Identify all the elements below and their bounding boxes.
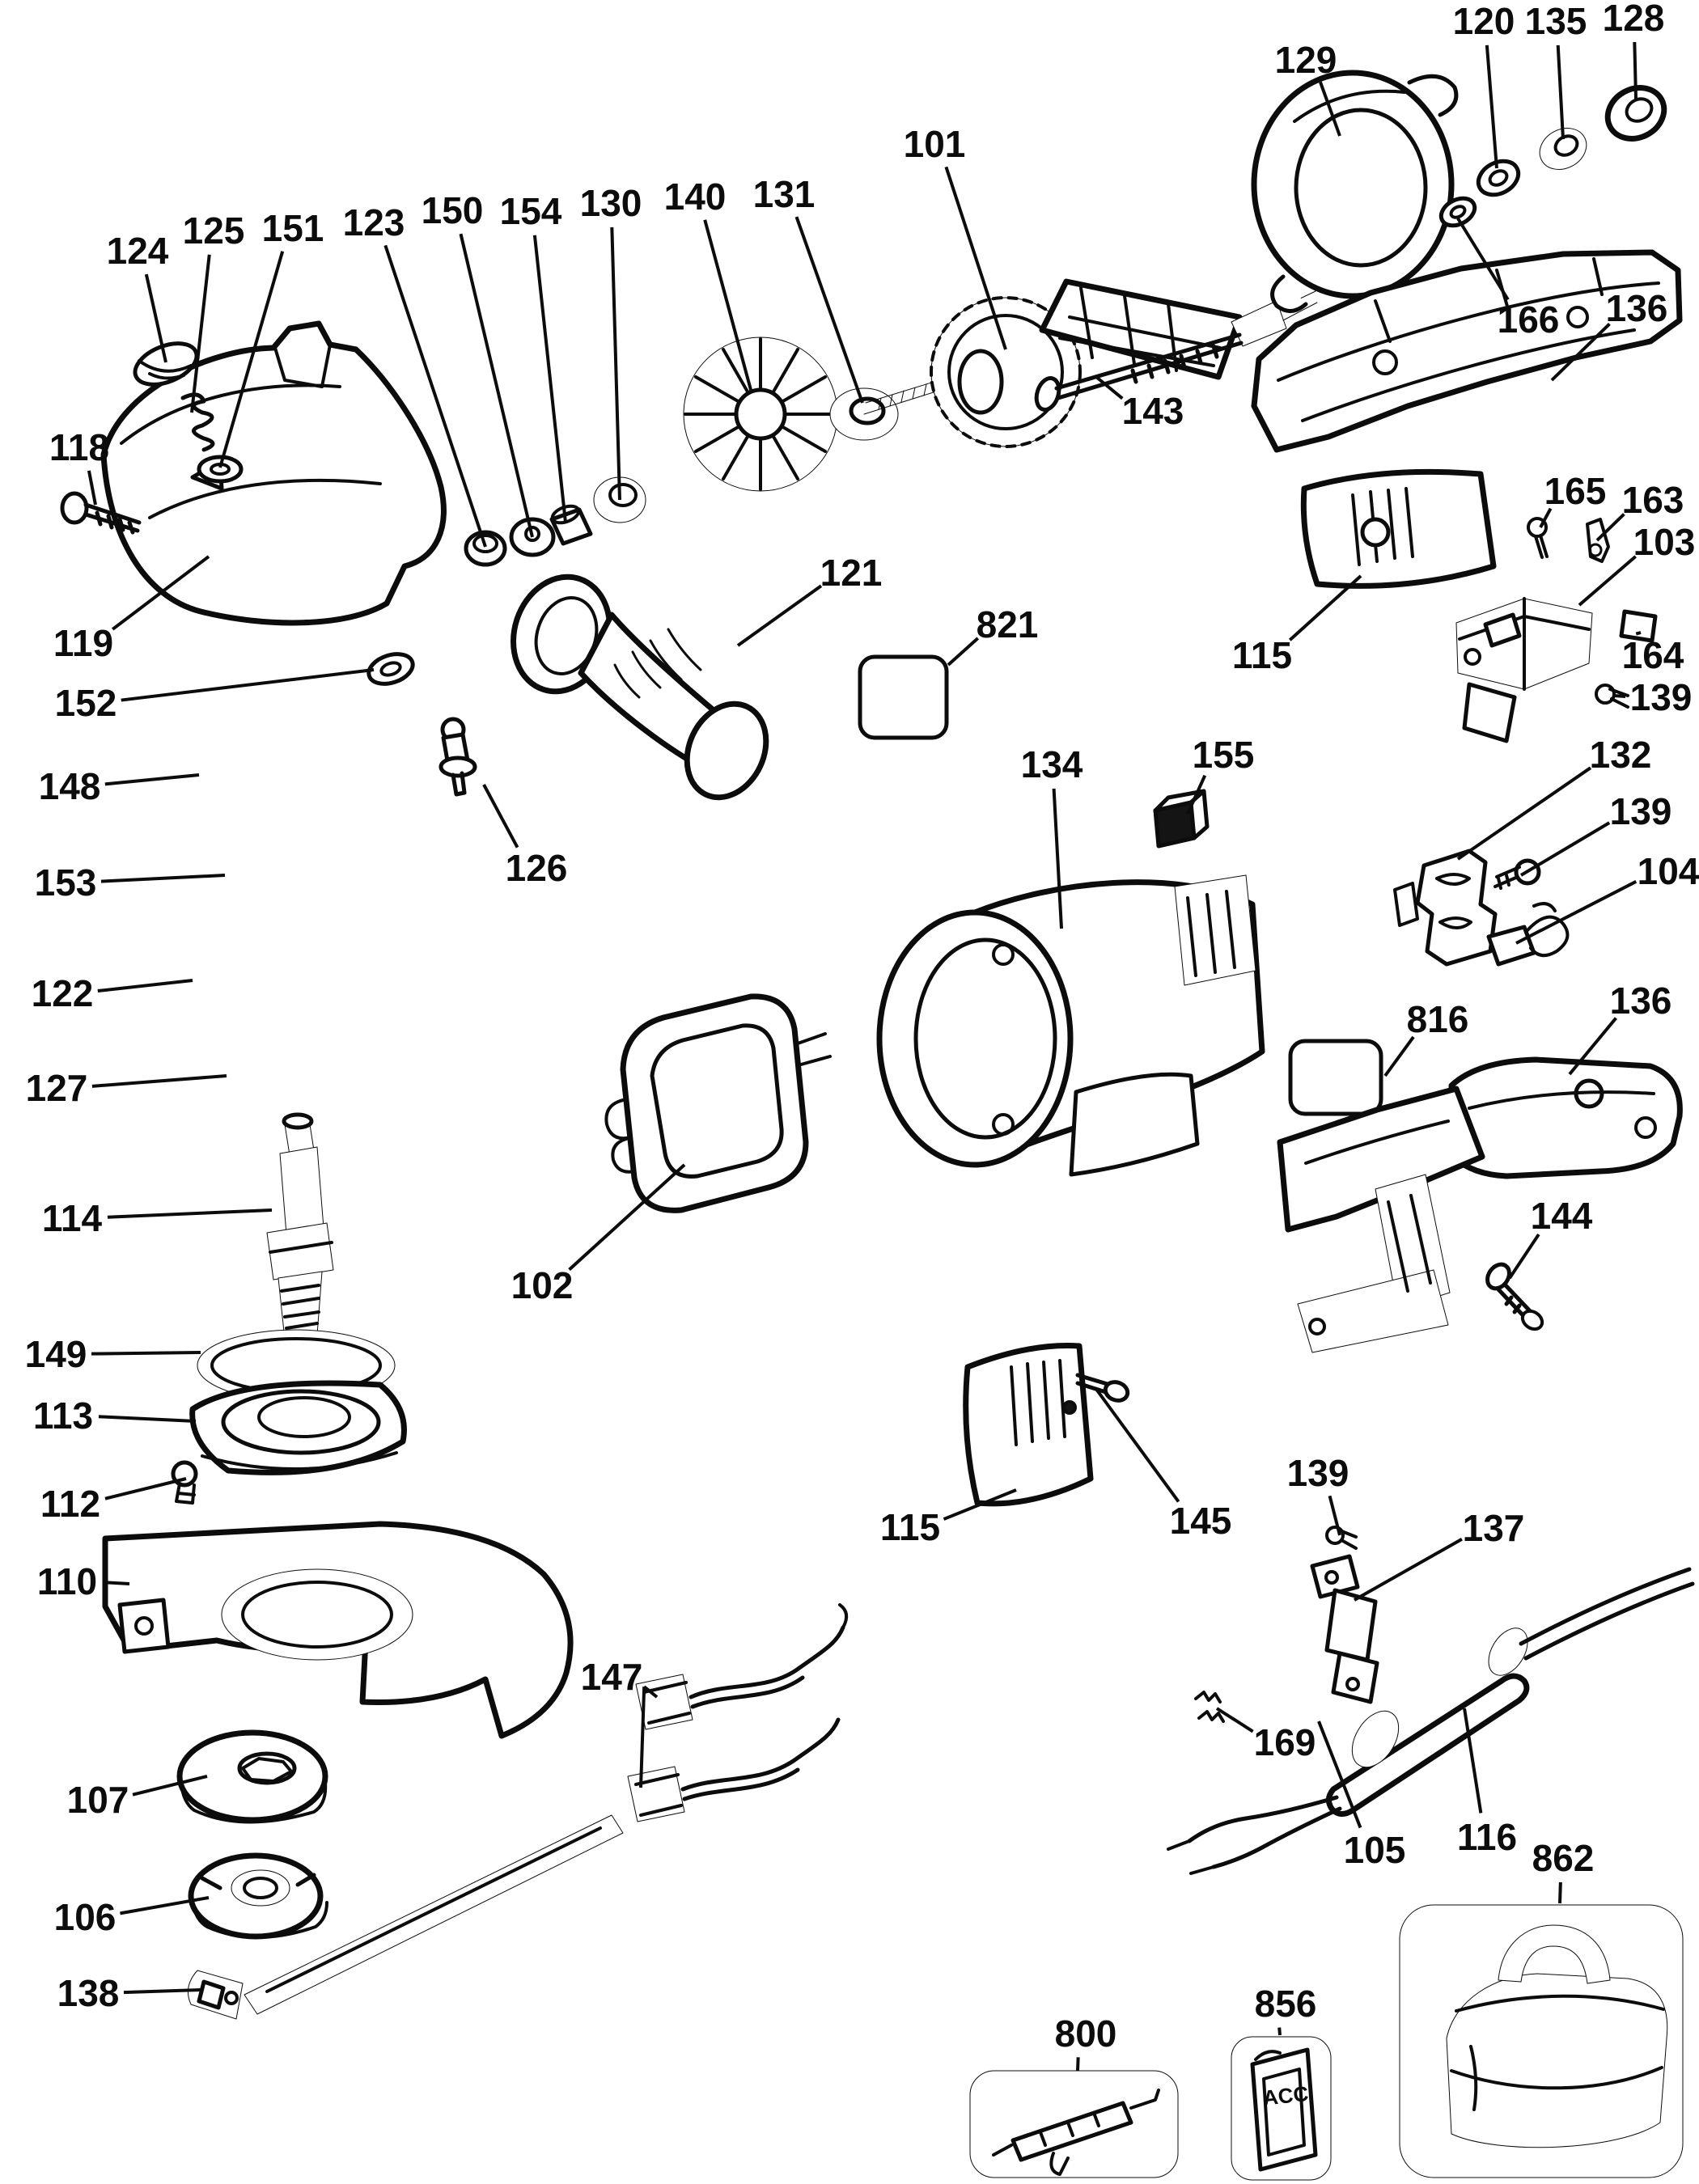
part-label-856-accessory-card: 856: [1254, 1983, 1317, 2025]
part-132-brush-holder: [1395, 851, 1495, 964]
part-label-165-screw: 165: [1544, 470, 1607, 513]
part-169-staples: [1196, 1692, 1223, 1721]
part-114-spindle: [267, 1115, 333, 1340]
leader-line-862: [1560, 1882, 1561, 1903]
leader-line-137: [1354, 1539, 1462, 1600]
leader-line-149: [91, 1352, 201, 1354]
leader-line-144: [1510, 1234, 1539, 1278]
part-label-169-staple: 169: [1253, 1721, 1316, 1764]
part-label-105-cord-protector: 105: [1343, 1829, 1406, 1872]
part-label-130-ring: 130: [579, 182, 642, 225]
leader-line-139: [1521, 823, 1609, 875]
part-862-kit-bag: [1400, 1905, 1683, 2178]
part-label-129-bearing-housing: 129: [1274, 39, 1337, 82]
part-label-137-cord-clamp: 137: [1462, 1507, 1525, 1550]
part-label-118-screw: 118: [49, 426, 110, 469]
part-label-135-ring: 135: [1524, 0, 1587, 43]
part-856-accessory-card: [1231, 2037, 1331, 2180]
part-label-139-screw: 139: [1286, 1452, 1349, 1495]
part-120-washer: [1472, 154, 1524, 201]
part-label-103-switch: 103: [1633, 521, 1696, 564]
leader-line-104: [1516, 882, 1636, 943]
part-165-screw: [1528, 518, 1547, 557]
leader-line-135: [1558, 45, 1563, 139]
part-label-119-gear-case: 119: [53, 622, 114, 665]
part-label-120-washer: 120: [1452, 0, 1515, 43]
part-137-cord-clamp: [1312, 1556, 1377, 1702]
part-105-cord-wires: [1168, 1797, 1340, 1873]
part-155-isolator-block: [1155, 791, 1207, 846]
leader-line-103: [1579, 557, 1636, 605]
part-label-145-screw: 145: [1169, 1500, 1232, 1543]
part-label-153-ring: 153: [34, 861, 97, 904]
part-103-switch: [1456, 599, 1592, 741]
part-label-131-washer: 131: [752, 173, 816, 216]
part-label-164-label-chip: 164: [1621, 634, 1684, 677]
part-115-brush-cover-upper: [1303, 472, 1494, 586]
leader-line-127: [92, 1076, 227, 1086]
part-label-862-kit-bag: 862: [1532, 1837, 1595, 1880]
leader-line-110: [103, 1582, 129, 1584]
part-label-134-motor-housing: 134: [1020, 743, 1083, 786]
leader-line-154: [535, 235, 566, 523]
leader-line-114: [108, 1210, 272, 1217]
leader-line-152: [121, 670, 374, 700]
part-label-126-spindle-lock-pin: 126: [505, 847, 568, 890]
part-116-cord: [1328, 1569, 1693, 1814]
part-label-107-backing-flange: 107: [66, 1779, 129, 1822]
part-label-143-screw: 143: [1121, 390, 1184, 433]
leader-line-128: [1634, 42, 1636, 99]
part-label-139-screw: 139: [1629, 676, 1693, 719]
part-151-washer: [199, 457, 241, 481]
leader-line-130: [612, 227, 620, 500]
part-110-wheel-guard: [105, 1524, 570, 1736]
part-label-112-screw: 112: [40, 1483, 101, 1526]
part-154-sleeve: [550, 503, 591, 544]
part-102-field: [606, 997, 830, 1210]
part-label-152-washer: 152: [54, 682, 117, 725]
part-label-115-brush-cover: 115: [1231, 634, 1293, 677]
part-label-128-bearing: 128: [1602, 0, 1665, 40]
part-126-spindle-lock-pin: [441, 719, 475, 794]
part-label-121-side-handle: 121: [820, 552, 883, 595]
leader-line-112: [105, 1479, 186, 1499]
part-label-101-armature: 101: [903, 123, 966, 166]
leader-line-821: [948, 638, 978, 665]
part-104-brush: [1489, 904, 1567, 964]
part-label-124-cap: 124: [106, 230, 169, 273]
leader-line-153: [101, 875, 225, 882]
part-123-nut: [466, 532, 505, 565]
part-label-816-nameplate-label: 816: [1406, 998, 1469, 1041]
leader-line-126: [484, 785, 518, 848]
part-label-116-cord: 116: [1456, 1816, 1518, 1859]
part-label-150-pinion-gear: 150: [421, 189, 484, 232]
part-label-144-screw: 144: [1530, 1195, 1593, 1238]
part-113-flange: [193, 1383, 405, 1472]
part-115-brush-cover-lower: [966, 1346, 1091, 1504]
part-147-brush-springs: [628, 1605, 846, 1822]
part-140-fan: [684, 337, 837, 491]
part-139-screw-lower: [1327, 1527, 1356, 1548]
leader-line-120: [1487, 45, 1497, 168]
part-label-127-bearing: 127: [25, 1067, 88, 1110]
part-106-clamp-nut: [191, 1856, 327, 1937]
part-label-147-brush-spring: 147: [580, 1656, 643, 1699]
leader-line-118: [89, 471, 95, 505]
part-label-115-brush-cover: 115: [879, 1506, 941, 1549]
leader-line-122: [98, 980, 193, 991]
part-label-166-washer: 166: [1497, 298, 1560, 341]
leader-line-121: [738, 586, 821, 645]
part-label-140-fan: 140: [663, 176, 727, 218]
part-label-136-handle-half: 136: [1605, 287, 1668, 330]
part-label-132-brush-holder: 132: [1589, 734, 1652, 777]
leader-line-816: [1385, 1037, 1413, 1076]
part-label-800-lubricant-kit: 800: [1054, 2013, 1117, 2055]
part-label-155-isolator-block: 155: [1192, 734, 1255, 777]
part-label-138-spanner-wrench: 138: [57, 1972, 120, 2015]
leader-line-145: [1095, 1388, 1179, 1501]
part-139-screw-mid: [1495, 861, 1539, 888]
leader-line-102: [570, 1165, 684, 1270]
part-label-125-spring: 125: [182, 210, 245, 252]
leader-line-150: [460, 234, 532, 537]
leader-line-113: [99, 1416, 196, 1421]
part-label-123-nut: 123: [342, 201, 405, 244]
part-101-armature: [864, 281, 1317, 447]
part-label-139-screw: 139: [1609, 790, 1672, 833]
part-112-screw: [173, 1462, 196, 1503]
callout-box-821: [860, 657, 947, 738]
part-label-148-crown-gear: 148: [38, 765, 101, 808]
part-134-motor-housing: [879, 875, 1262, 1175]
part-label-110-wheel-guard: 110: [36, 1560, 98, 1603]
part-label-154-spacer-sleeve: 154: [499, 190, 562, 233]
part-label-151-washer: 151: [261, 207, 324, 250]
part-label-106-clamp-nut: 106: [53, 1896, 117, 1939]
part-label-821-warning-label: 821: [976, 603, 1039, 646]
part-label-102-field: 102: [511, 1264, 574, 1307]
part-label-113-flange: 113: [32, 1395, 94, 1437]
part-label-136-handle-half: 136: [1609, 980, 1672, 1022]
leader-line-856: [1279, 2028, 1280, 2035]
part-800-lubricant-kit: [970, 2071, 1178, 2178]
part-121-side-handle: [499, 565, 781, 811]
part-label-163-clip: 163: [1621, 479, 1684, 522]
part-label-104-brush: 104: [1637, 850, 1699, 893]
part-label-122-washer: 122: [31, 972, 94, 1015]
part-label-149-o-ring: 149: [24, 1333, 87, 1376]
part-label-114-spindle: 114: [41, 1197, 103, 1240]
callout-box-816: [1290, 1041, 1381, 1114]
leader-line-148: [105, 775, 199, 784]
acc-card-text: ACC: [1261, 2080, 1310, 2110]
